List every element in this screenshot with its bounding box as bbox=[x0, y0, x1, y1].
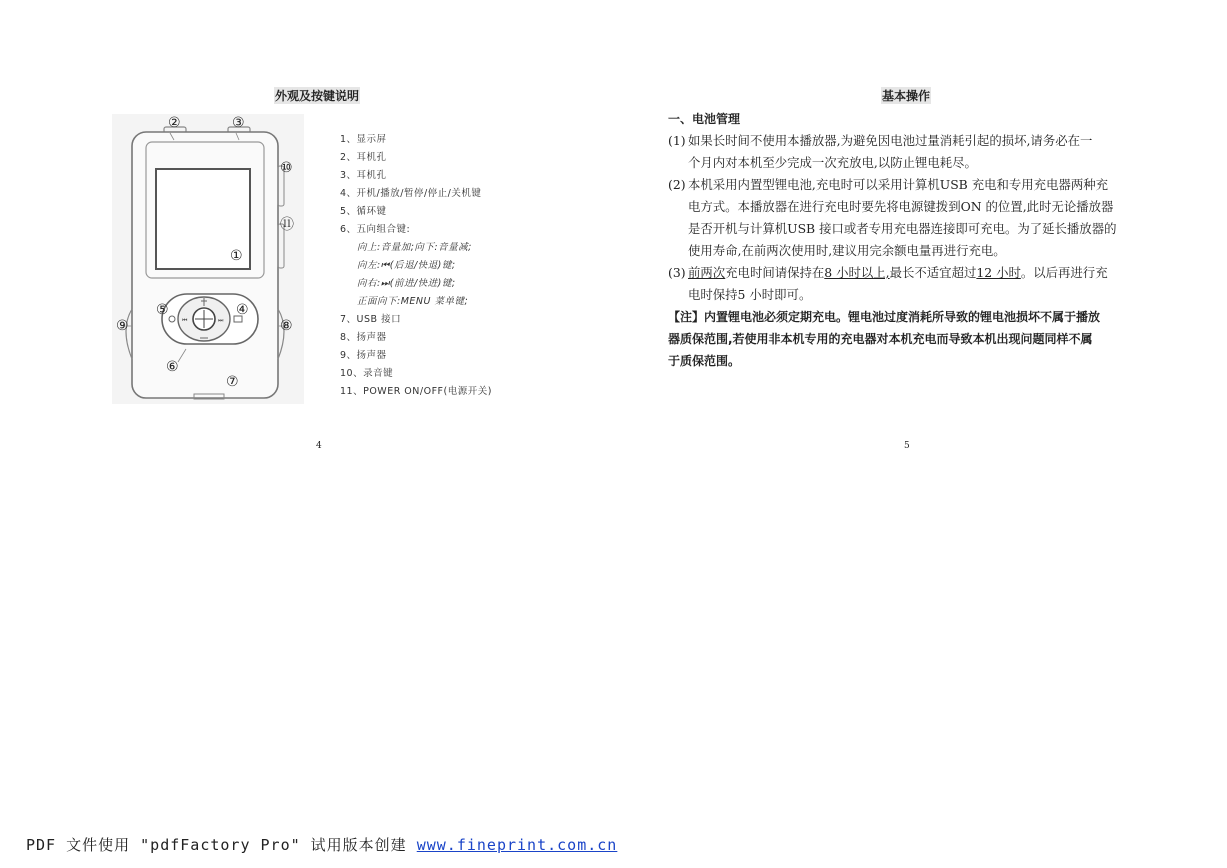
warranty-note bbox=[668, 306, 1152, 372]
key-item: 4、开机/播放/暂停/停止/关机键 bbox=[340, 188, 482, 199]
section-heading: 一、电池管理 bbox=[668, 112, 741, 126]
battery-management-section bbox=[668, 108, 1152, 372]
callout-7-label: ⑦ bbox=[226, 374, 239, 390]
paragraph-text: 充电时间请保持在 bbox=[725, 265, 825, 280]
note-line: 于质保范围。 bbox=[668, 354, 741, 368]
callout-3-label: ③ bbox=[232, 115, 245, 131]
item-number: (2) bbox=[668, 177, 686, 192]
device-illustration bbox=[112, 114, 304, 404]
page-number-right: 5 bbox=[904, 441, 910, 451]
paragraph-text: 。以后再进行充 bbox=[1020, 265, 1108, 280]
callout-9-label: ⑨ bbox=[116, 318, 129, 334]
callout-6-label: ⑥ bbox=[166, 359, 179, 375]
paragraph-line bbox=[688, 262, 1152, 284]
item-number: (1) bbox=[668, 133, 686, 148]
paragraph-line: 本机采用内置型锂电池,充电时可以采用计算机USB 充电和专用充电器两种充 bbox=[688, 177, 1109, 192]
paragraph-line: 如果长时间不使用本播放器,为避免因电池过量消耗引起的损坏,请务必在一 bbox=[688, 133, 1093, 148]
key-item: 1、显示屏 bbox=[340, 134, 387, 145]
key-subitem: 向左:⏮(后退/快退)键; bbox=[357, 260, 456, 271]
right-page-title: 基本操作 bbox=[882, 89, 931, 103]
key-item: 3、耳机孔 bbox=[340, 170, 387, 181]
item-number: (3) bbox=[668, 265, 686, 280]
underlined-text: 前两次 bbox=[688, 265, 726, 280]
callout-2-label: ② bbox=[168, 115, 181, 131]
callout-1-label: ① bbox=[230, 248, 243, 264]
paragraph-line: 是否开机与计算机USB 接口或者专用充电器连接即可充电。为了延长播放器的 bbox=[688, 221, 1117, 236]
paragraph-item-1 bbox=[668, 130, 1152, 174]
device-drawing bbox=[112, 114, 304, 404]
key-subitem: 向上:音量加;向下:音量减; bbox=[357, 242, 472, 253]
left-page-title: 外观及按键说明 bbox=[275, 89, 360, 103]
callout-11-label: ⑪ bbox=[280, 217, 294, 233]
footer-link[interactable]: www.fineprint.com.cn bbox=[416, 836, 618, 854]
paragraph-line: 电时保持5 小时即可。 bbox=[688, 287, 812, 302]
paragraph-line: 电方式。本播放器在进行充电时要先将电源键拨到ON 的位置,此时无论播放器 bbox=[688, 199, 1114, 214]
key-item: 11、POWER ON/OFF(电源开关) bbox=[340, 386, 492, 397]
underlined-text: 8 小时以上, bbox=[824, 265, 890, 280]
callout-10-label: ⑩ bbox=[280, 160, 293, 176]
page-number-left: 4 bbox=[316, 441, 322, 451]
paragraph-line: 使用寿命,在前两次使用时,建议用完余额电量再进行充电。 bbox=[688, 243, 1006, 258]
key-legend-list bbox=[340, 131, 492, 401]
key-subitem: 向右:⏭(前进/快进)键; bbox=[357, 278, 456, 289]
key-item: 5、循环键 bbox=[340, 206, 387, 217]
paragraph-item-3 bbox=[668, 262, 1152, 306]
callout-4-label: ④ bbox=[236, 302, 249, 318]
key-item: 10、录音键 bbox=[340, 368, 394, 379]
key-subitem: 正面向下:MENU 菜单键; bbox=[357, 296, 469, 307]
paragraph-text: 最长不适宜超过 bbox=[889, 265, 977, 280]
note-line: 器质保范围,若使用非本机专用的充电器对本机充电而导致本机出现问题同样不属 bbox=[668, 332, 1093, 346]
key-item: 2、耳机孔 bbox=[340, 152, 387, 163]
footer-text: PDF 文件使用 "pdfFactory Pro" 试用版本创建 bbox=[26, 836, 407, 854]
svg-text:⏮: ⏮ bbox=[182, 317, 188, 324]
paragraph-line: 个月内对本机至少完成一次充放电,以防止锂电耗尽。 bbox=[688, 155, 977, 170]
key-item: 9、扬声器 bbox=[340, 350, 387, 361]
note-line: 【注】内置锂电池必须定期充电。锂电池过度消耗所导致的锂电池损坏不属于播放 bbox=[668, 310, 1101, 324]
footer-watermark bbox=[26, 834, 617, 855]
key-item: 7、USB 接口 bbox=[340, 314, 402, 325]
paragraph-item-2 bbox=[668, 174, 1152, 262]
key-item: 8、扬声器 bbox=[340, 332, 387, 343]
callout-8-label: ⑧ bbox=[280, 318, 293, 334]
underlined-text: 12 小时 bbox=[976, 265, 1021, 280]
key-item: 6、五向组合键: bbox=[340, 224, 411, 235]
svg-text:⏭: ⏭ bbox=[218, 317, 224, 324]
callout-5-label: ⑤ bbox=[156, 302, 169, 318]
